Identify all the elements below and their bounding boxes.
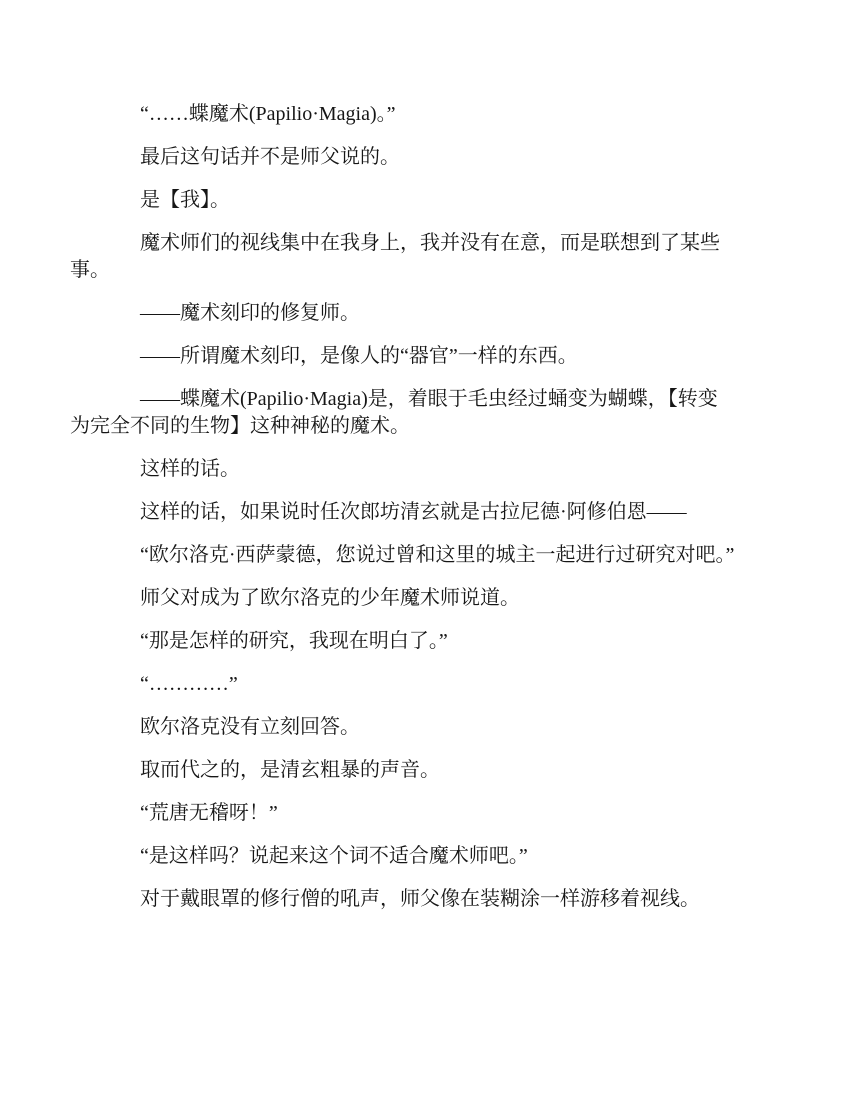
paragraph: 对于戴眼罩的修行僧的吼声，师父像在装糊涂一样游移着视线。: [140, 888, 700, 910]
paragraph: “荒唐无稽呀！”: [140, 802, 278, 824]
paragraph: 欧尔洛克没有立刻回答。: [140, 716, 360, 738]
paragraph: ——所谓魔术刻印，是像人的“器官”一样的东西。: [140, 345, 578, 367]
paragraph: 最后这句话并不是师父说的。: [140, 146, 400, 168]
paragraph: 师父对成为了欧尔洛克的少年魔术师说道。: [140, 587, 520, 609]
paragraph: “是这样吗？说起来这个词不适合魔术师吧。”: [140, 845, 528, 867]
paragraph: “……蝶魔术(Papilio·Magia)。”: [140, 103, 396, 125]
paragraph: “欧尔洛克·西萨蒙德，您说过曾和这里的城主一起进行过研究对吧。”: [140, 544, 735, 566]
paragraph: 这样的话。: [140, 458, 240, 480]
paragraph: 魔术师们的视线集中在我身上，我并没有在意，而是联想到了某些事。: [70, 232, 720, 281]
paragraph: 是【我】。: [140, 189, 230, 211]
paragraph: ——魔术刻印的修复师。: [140, 302, 360, 324]
paragraph: 取而代之的，是清玄粗暴的声音。: [140, 759, 440, 781]
paragraph: “那是怎样的研究，我现在明白了。”: [140, 630, 448, 652]
paragraph: 这样的话，如果说时任次郎坊清玄就是古拉尼德·阿修伯恩——: [140, 501, 687, 523]
paragraph: ——蝶魔术(Papilio·Magia)是，着眼于毛虫经过蛹变为蝴蝶，【转变为完全不同的生物】这种神秘的魔术。: [70, 388, 718, 437]
paragraph: “…………”: [140, 673, 238, 695]
